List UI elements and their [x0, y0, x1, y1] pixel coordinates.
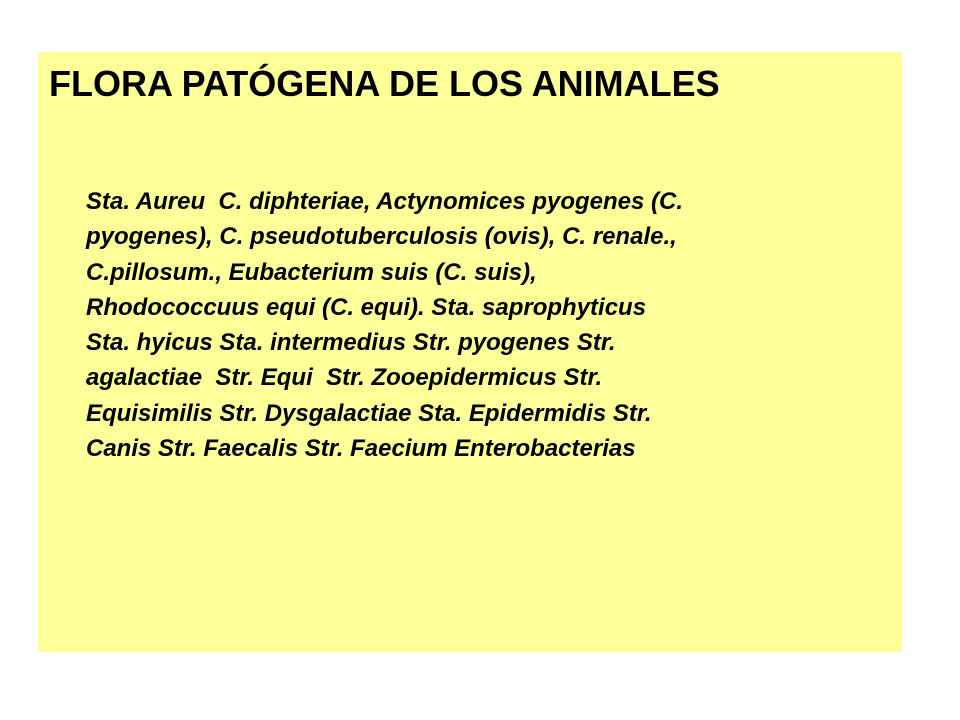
body-line: agalactiae Str. Equi Str. Zooepidermicus Str.	[86, 364, 603, 392]
body-line: Canis Str. Faecalis Str. Faecium Enterobacterias	[86, 435, 636, 463]
slide-body	[86, 184, 876, 466]
slide-title: FLORA PATÓGENA DE LOS ANIMALES	[49, 63, 720, 104]
body-line: Equisimilis Str. Dysgalactiae Sta. Epidermidis Str.	[86, 399, 652, 427]
body-line: Sta. hyicus Sta. intermedius Str. pyogenes Str.	[86, 329, 616, 357]
body-line: C.pillosum., Eubacterium suis (C. suis),	[86, 258, 537, 286]
body-line: pyogenes), C. pseudotuberculosis (ovis), C. renale.,	[86, 223, 677, 251]
body-line: Rhodococcuus equi (C. equi). Sta. saprophyticus	[86, 293, 647, 321]
body-line: Sta. Aureu C. diphteriae, Actynomices pyogenes (C.	[86, 188, 684, 215]
